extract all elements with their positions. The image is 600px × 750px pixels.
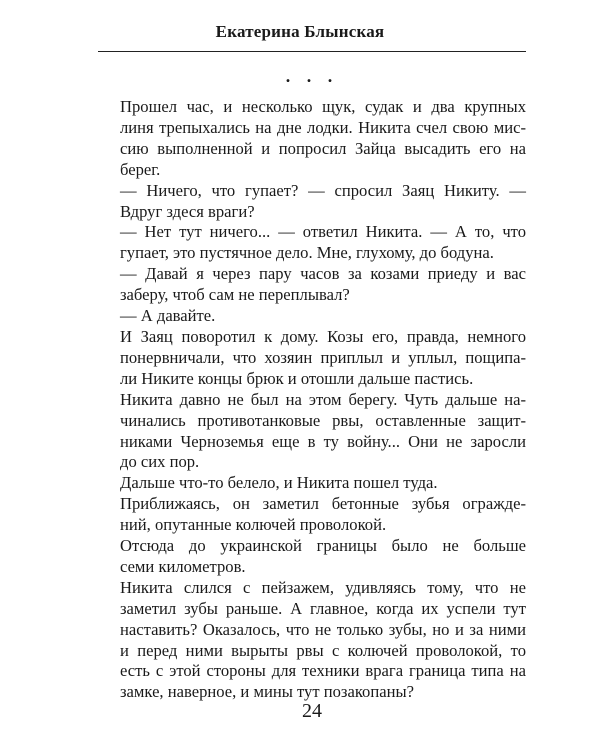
text-line: ли Никите концы брюк и отошли дальше пастись. bbox=[120, 368, 474, 388]
paragraph bbox=[98, 390, 526, 474]
text-line: — Давай я через пару часов за козами приеду и вас bbox=[120, 264, 526, 284]
text-line: семи километров. bbox=[120, 556, 246, 576]
text-line: Никита давно не был на этом берегу. Чуть дальше на- bbox=[120, 389, 526, 409]
header-rule bbox=[98, 51, 526, 52]
text-line: наставить? Оказалось, что не только зубы, но и за ними bbox=[120, 619, 526, 639]
paragraph bbox=[98, 578, 526, 703]
text-line: есть с этой стороны для техники врага граница типа на bbox=[120, 661, 526, 681]
text-line: чинались противотанковые рвы, оставленные защит- bbox=[120, 410, 526, 430]
paragraph bbox=[98, 327, 526, 390]
text-line: Прошел час, и несколько щук, судак и два крупных bbox=[120, 97, 526, 116]
text-line: И Заяц поворотил к дому. Козы его, правда, немного bbox=[120, 326, 526, 346]
running-head-author: Екатерина Блынская bbox=[215, 22, 385, 41]
text-line: и перед ними вырыты рвы с колючей проволокой, то bbox=[120, 640, 526, 660]
text-line: Дальше что-то белело, и Никита пошел туда. bbox=[120, 473, 438, 493]
text-line: Отсюда до украинской границы было не больше bbox=[120, 536, 526, 556]
paragraph bbox=[98, 473, 526, 494]
text-line: Приближаясь, он заметил бетонные зубья огражде- bbox=[120, 494, 526, 514]
text-line: гупает, это пустячное дело. Мне, глухому, до бодуна. bbox=[120, 243, 494, 263]
paragraph bbox=[98, 222, 526, 264]
text-line: — Нет тут ничего... — ответил Никита. — А то, что bbox=[120, 222, 526, 242]
text-line: заберу, чтоб сам не переплывал? bbox=[120, 285, 350, 305]
text-line: берег. bbox=[120, 159, 161, 179]
section-separator: . . . bbox=[285, 66, 339, 86]
text-line: сию выполненной и попросил Зайца высадить его на bbox=[120, 138, 526, 158]
paragraph bbox=[98, 494, 526, 536]
paragraph bbox=[98, 181, 526, 223]
text-line: линя трепыхались на дне лодки. Никита счел свою мис- bbox=[120, 117, 526, 137]
paragraph bbox=[98, 306, 526, 327]
text-line: заметил зубы раньше. А главное, когда их успели тут bbox=[120, 598, 526, 618]
text-line: замке, наверное, и мины тут позакопаны? bbox=[120, 682, 414, 702]
text-line: — А давайте. bbox=[120, 306, 216, 326]
paragraph bbox=[98, 536, 526, 578]
body-text bbox=[98, 97, 526, 703]
page-number: 24 bbox=[302, 700, 322, 722]
paragraph bbox=[98, 97, 526, 181]
text-line: Вдруг здеся враги? bbox=[120, 201, 255, 221]
text-line: никами Черноземья еще в ту войну... Они не заросли bbox=[120, 431, 526, 451]
text-line: ний, опутанные колючей проволокой. bbox=[120, 515, 387, 535]
paragraph bbox=[98, 264, 526, 306]
text-line: до сих пор. bbox=[120, 452, 200, 472]
text-line: — Ничего, что гупает? — спросил Заяц Никиту. — bbox=[120, 180, 526, 200]
text-line: понервничали, что хозяин приплыл и уплыл, пощипа- bbox=[120, 347, 526, 367]
text-line: Никита слился с пейзажем, удивляясь тому, что не bbox=[120, 577, 526, 597]
